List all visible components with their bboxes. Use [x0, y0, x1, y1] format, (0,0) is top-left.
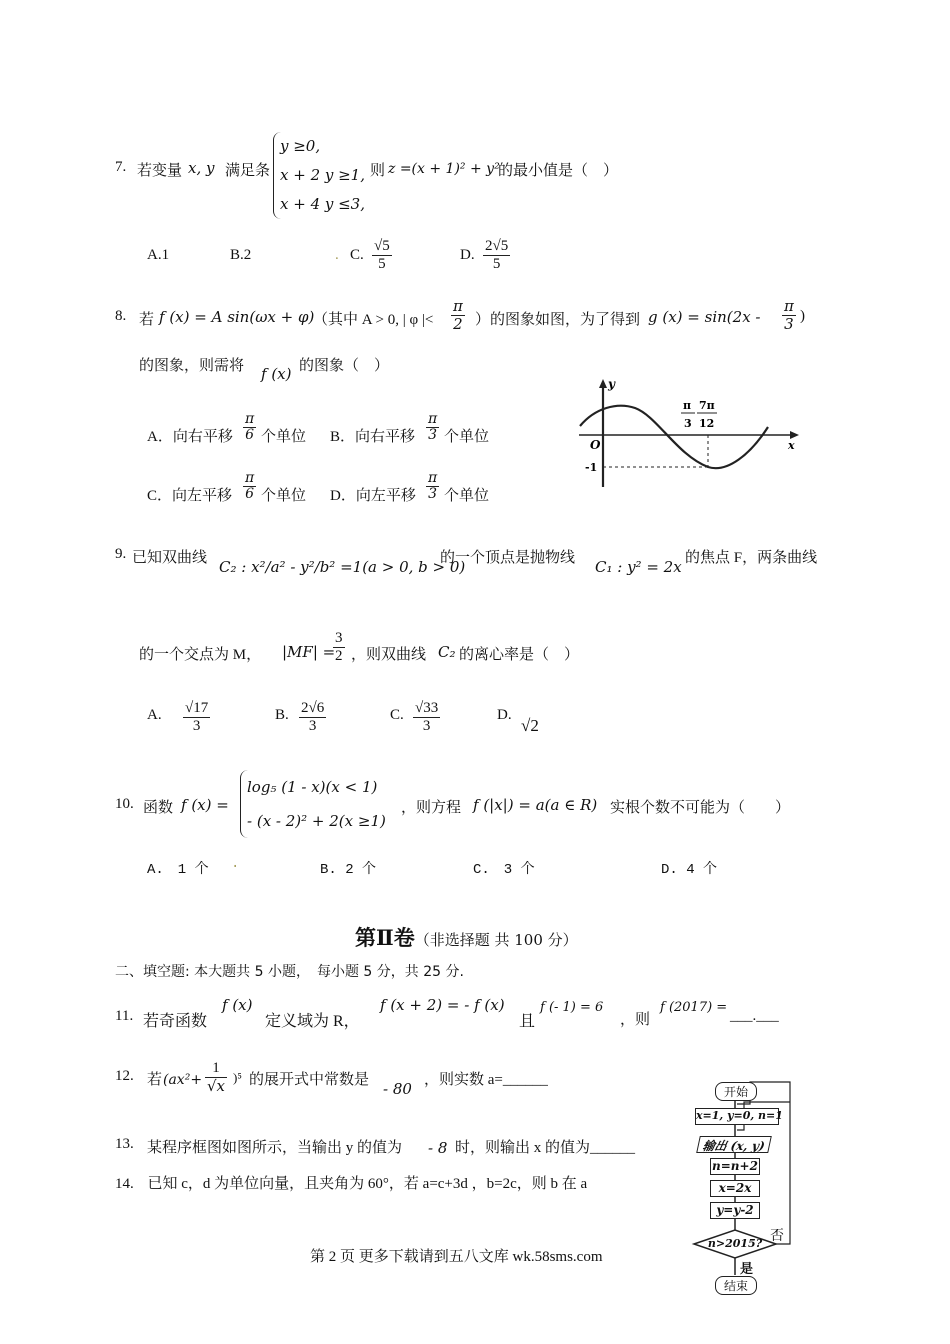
- q14: [115, 1172, 587, 1193]
- graph-tick1-num: π: [683, 399, 692, 412]
- graph-tick1-den: 3: [684, 417, 692, 430]
- q9-option-d[interactable]: D.: [497, 707, 512, 723]
- q7-stem-c: 则: [370, 163, 386, 179]
- q7-number: 7.: [115, 159, 127, 175]
- q10-options: [147, 858, 747, 878]
- q9-line2-c: 的离心率是（ ）: [459, 647, 580, 663]
- q7-vars: x, y: [188, 159, 215, 177]
- q11-f3: f (- 1) = 6: [540, 1000, 604, 1015]
- q8-option-a-frac: $\frac{\pi}{6}$: [245, 411, 255, 444]
- q12-b: 的展开式中常数是: [249, 1072, 370, 1088]
- q9-c2: C₂: [438, 643, 456, 661]
- q8-option-a-unit: 个单位: [261, 429, 307, 445]
- q7-stem-b: 满足条: [225, 163, 271, 179]
- q7-option-d[interactable]: D.: [460, 247, 475, 263]
- q9-option-a-frac: $\frac{√17}{3}$: [185, 700, 209, 734]
- q7-expr: z =(x + 1)² + y²: [388, 161, 500, 177]
- q7-constraint-1: y ≥0,: [280, 137, 321, 155]
- q10-pieces: [240, 770, 386, 838]
- q8-option-b[interactable]: B．向右平移: [330, 429, 416, 445]
- q11: [115, 996, 815, 1036]
- q7-options: [147, 238, 647, 288]
- q9-option-b-frac: $\frac{2√6}{3}$: [301, 700, 325, 734]
- q12-expr-frac: $\frac{1}{√x}$: [207, 1060, 226, 1095]
- q8-target: g (x) = sin(2x -: [648, 308, 761, 326]
- q10-stem-b: ，则方程: [401, 800, 462, 816]
- q8-cond: （其中 A > 0, | φ |<: [313, 312, 434, 328]
- graph-y-label: y: [608, 377, 615, 391]
- part2-title: 第Ⅱ卷: [355, 925, 415, 950]
- flowchart-yes: 是: [740, 1261, 754, 1276]
- graph-x-label: x: [788, 439, 795, 452]
- q11-a: 若奇函数: [143, 1013, 208, 1030]
- q10-option-b[interactable]: B. 2 个: [320, 862, 377, 878]
- q7-constraint-2: x + 2 y ≥1,: [280, 166, 365, 184]
- flowchart-step-n: n=n+2: [710, 1158, 760, 1175]
- graph-min-label: -1: [585, 461, 598, 474]
- flowchart: [690, 1080, 800, 1300]
- q8-option-c[interactable]: C．向左平移: [147, 488, 233, 504]
- q12-expr-a: (ax²+: [163, 1072, 203, 1088]
- q7-stem-a: 若变量: [137, 163, 183, 179]
- q7-constraint-3: x + 4 y ≤3,: [280, 195, 365, 213]
- part2-section: 二、填空题: 本大题共 5 小题， 每小题 5 分，共 25 分.: [115, 964, 464, 980]
- q10-eq: f (|x|) = a(a ∈ R): [473, 796, 598, 814]
- q9-mf: |MF| =: [282, 643, 336, 661]
- q10-number: 10.: [115, 796, 134, 812]
- q9-option-b[interactable]: B.: [275, 707, 289, 723]
- q8-option-c-unit: 个单位: [261, 488, 307, 504]
- q8-option-b-frac: $\frac{\pi}{3}$: [428, 411, 438, 444]
- q8-option-d[interactable]: D．向左平移: [330, 488, 416, 504]
- flowchart-step-y: y=y-2: [710, 1202, 760, 1219]
- q7-option-a[interactable]: A.1: [147, 247, 170, 263]
- q11-b: 定义域为 R，: [265, 1013, 360, 1030]
- q8-line2-b: 的图象（ ）: [299, 358, 390, 374]
- q11-number: 11.: [115, 1008, 134, 1024]
- q9-stem-a: 已知双曲线: [132, 550, 208, 566]
- q8-cond-frac: $\frac{\pi}{2}$: [453, 297, 463, 333]
- q10-stem-a: 函数: [143, 800, 174, 816]
- q9-stem-b: 的一个顶点是抛物线: [440, 550, 576, 566]
- q13-b: 时，则输出 x 的值为______: [455, 1140, 636, 1156]
- q9-options: [147, 700, 567, 752]
- q8-option-c-frac: $\frac{\pi}{6}$: [245, 470, 255, 503]
- q8-line2-a: 的图象，则需将: [139, 358, 245, 374]
- graph-tick2-num: 7π: [699, 399, 715, 412]
- q7-constraints: [273, 132, 365, 219]
- q9-option-d-value: √2: [521, 716, 539, 735]
- q10-option-a[interactable]: A. 1 个: [147, 862, 209, 878]
- part2-heading: [355, 922, 578, 952]
- q13-number: 13.: [115, 1136, 134, 1152]
- graph-y-arrow: [599, 379, 607, 388]
- q12-c: ，则实数 a=______: [424, 1072, 548, 1088]
- part2-subtitle: （非选择题 共 100 分）: [414, 931, 578, 949]
- q9-number: 9.: [115, 546, 127, 562]
- q7-stem-d: 的最小值是（ ）: [498, 163, 619, 179]
- q8-stem-a: 若: [139, 312, 155, 328]
- q10-func: f (x) =: [181, 796, 229, 814]
- q9-line2-a: 的一个交点为 M，: [139, 647, 262, 663]
- q9-stem-c: 的焦点 F，两条曲线: [685, 550, 818, 566]
- q12-a: 若: [147, 1072, 163, 1088]
- q12-number: 12.: [115, 1068, 134, 1084]
- flowchart-init: x=1, y=0, n=1: [695, 1108, 779, 1125]
- q10-stem-c: 实根个数不可能为（ ）: [610, 800, 791, 816]
- q11-f4: f (2017) =: [660, 1000, 728, 1015]
- q13-value: - 8: [428, 1139, 448, 1157]
- page-footer: 第 2 页 更多下载请到五八文库 wk.58sms.com: [310, 1249, 603, 1265]
- q9-line2-b: ，则双曲线: [351, 647, 427, 663]
- q7-option-c[interactable]: C.: [350, 247, 364, 263]
- q13-a: 某程序框图如图所示，当输出 y 的值为: [147, 1140, 403, 1156]
- q9-option-c[interactable]: C.: [390, 707, 404, 723]
- q8-line2-f: f (x): [261, 365, 292, 383]
- q11-blank[interactable]: ___.___: [730, 1008, 779, 1024]
- q8-option-a[interactable]: A．向右平移: [147, 429, 233, 445]
- graph-tick2-den: 12: [699, 417, 715, 430]
- q8-option-d-frac: $\frac{\pi}{3}$: [428, 470, 438, 503]
- q14-text: 已知 c，d 为单位向量，且夹角为 60°，若 a=c+3d ，b=2c，则 b 在 a: [147, 1176, 588, 1192]
- q13: [115, 1136, 675, 1158]
- dot-mark: .: [335, 247, 339, 263]
- q14-number: 14.: [115, 1176, 134, 1192]
- q8-option-d-unit: 个单位: [444, 488, 490, 504]
- q7-option-d-frac: $\frac{2√5}{5}$: [485, 238, 509, 272]
- flowchart-start: 开始: [715, 1082, 757, 1101]
- q12-expr-b: )⁵: [233, 1070, 242, 1085]
- q9-option-c-frac: $\frac{√33}{3}$: [415, 700, 439, 734]
- q9-parabola: C₁ : y² = 2x: [595, 558, 682, 576]
- q10-piece-1: log₅ (1 - x)(x < 1): [247, 778, 378, 796]
- q7-option-b[interactable]: B.2: [230, 247, 252, 263]
- q11-d: ，则: [620, 1012, 651, 1028]
- q11-c: 且: [519, 1013, 536, 1030]
- graph-x-arrow: [790, 431, 799, 439]
- q8-target-close: ): [800, 308, 805, 324]
- q12-value: - 80: [383, 1080, 412, 1098]
- q8-number: 8.: [115, 308, 127, 324]
- flowchart-step-x: x=2x: [710, 1180, 760, 1197]
- q10-piece-2: - (x - 2)² + 2(x ≥1): [247, 812, 386, 830]
- q11-f2: f (x + 2) = - f (x): [380, 996, 505, 1014]
- q9-mf-frac: $\frac{3}{2}$: [335, 630, 343, 664]
- q8-option-b-unit: 个单位: [444, 429, 490, 445]
- q10-option-d[interactable]: D. 4 个: [661, 862, 718, 878]
- flowchart-end: 结束: [715, 1276, 757, 1295]
- q8-target-frac: $\frac{\pi}{3}$: [784, 297, 794, 333]
- flowchart-cond: n>2015?: [707, 1237, 763, 1250]
- graph-sine-curve: [580, 406, 768, 468]
- graph-origin-label: O: [590, 438, 601, 452]
- dot-mark: .: [231, 856, 240, 872]
- q7-option-c-frac: $\frac{√5}{5}$: [374, 238, 390, 272]
- q8-func: f (x) = A sin(ωx + φ): [159, 308, 315, 326]
- q8-options: [147, 410, 567, 522]
- q8-graph: [575, 375, 810, 493]
- flowchart-no: 否: [770, 1229, 784, 1244]
- q9-option-a[interactable]: A.: [147, 707, 162, 723]
- q9-curve: C₂ : x²/a² - y²/b² =1(a > 0, b > 0): [219, 558, 466, 576]
- q10-option-c[interactable]: C. 3 个: [473, 862, 535, 878]
- q8-stem-b: ）的图象如图，为了得到: [475, 312, 641, 328]
- q11-f1: f (x): [222, 996, 253, 1014]
- flowchart-output: 输出 (x, y): [696, 1136, 772, 1153]
- q12: [115, 1060, 675, 1120]
- q10: [115, 770, 835, 842]
- q9: [115, 540, 845, 680]
